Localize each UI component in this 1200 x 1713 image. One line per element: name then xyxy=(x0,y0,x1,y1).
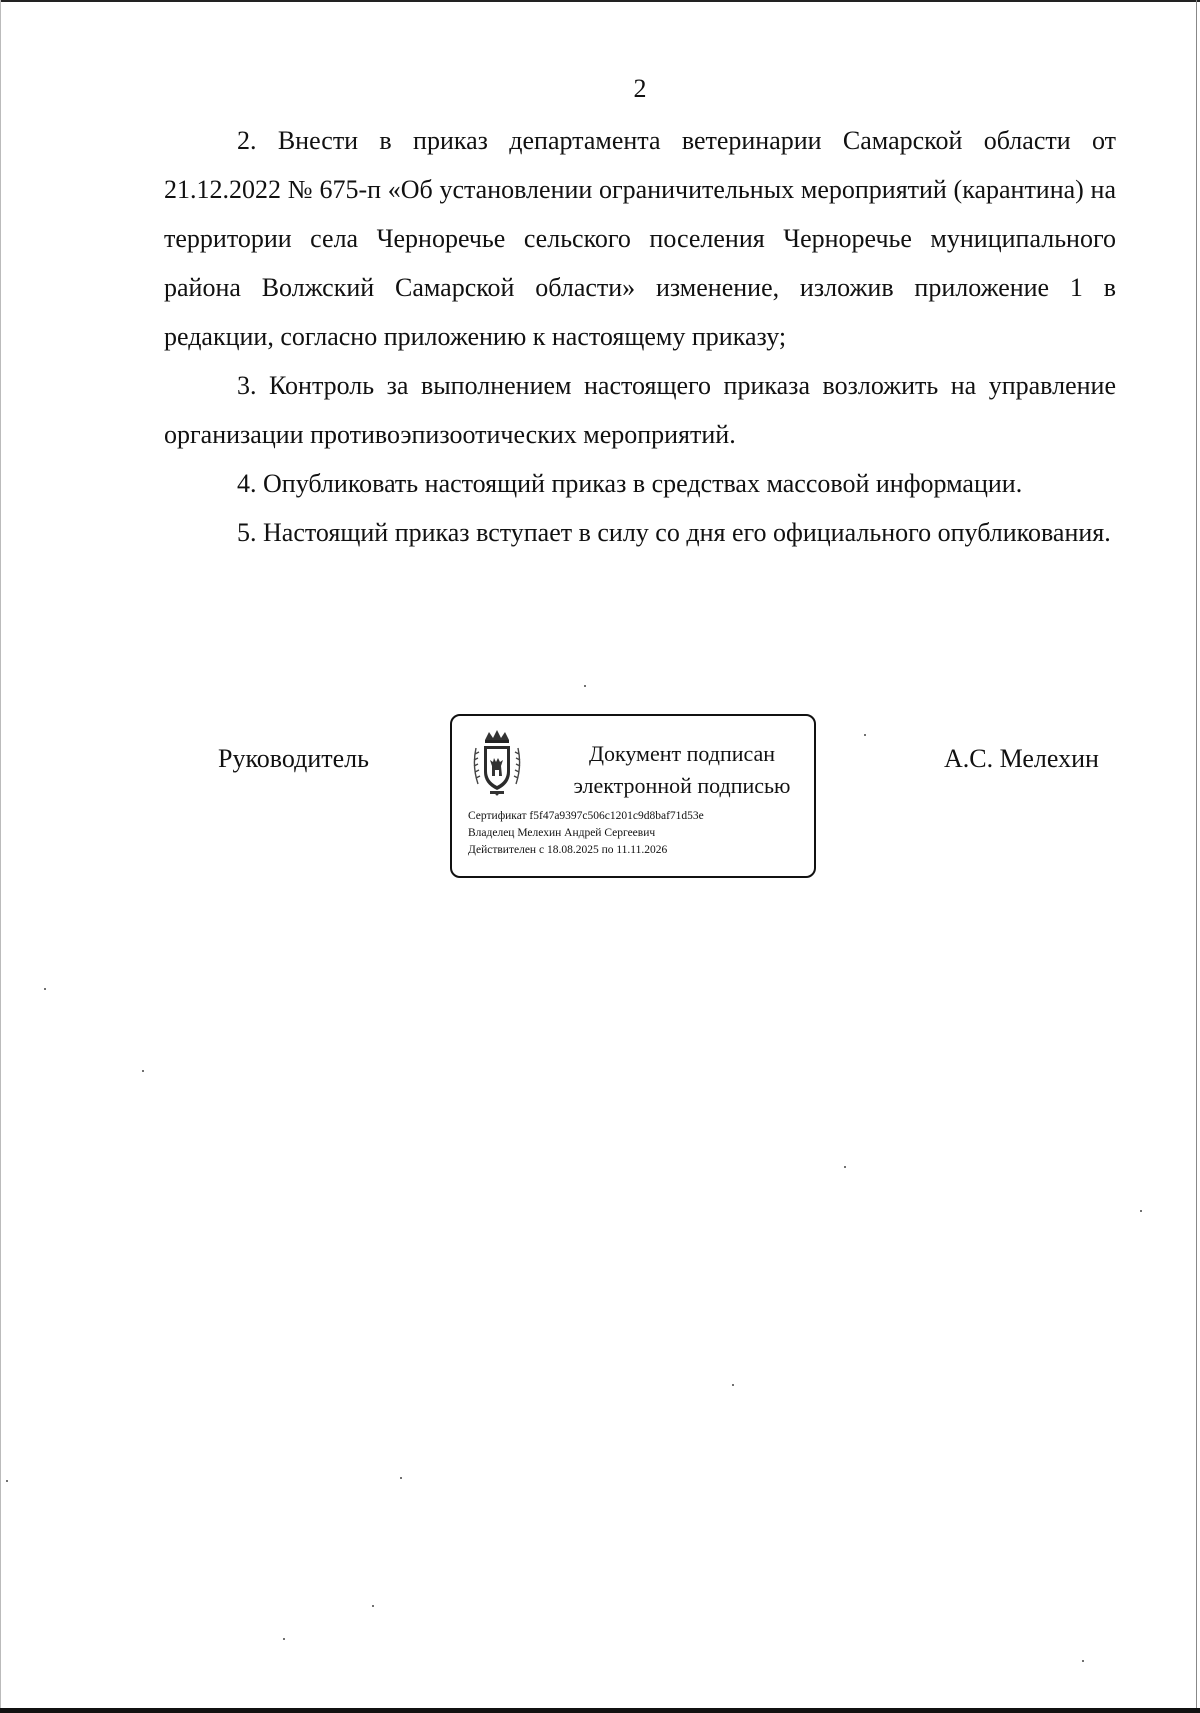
page-number: 2 xyxy=(633,74,647,103)
certificate-owner: Владелец Мелехин Андрей Сергеевич xyxy=(468,827,656,839)
page-top-edge xyxy=(0,0,1200,2)
stamp-details xyxy=(468,808,704,859)
certificate-text: Сертификат f5f47a9397c506c1201c9d8baf71d53e xyxy=(468,810,704,822)
document-body xyxy=(164,116,1116,557)
certificate-validity: Действителен с 18.08.2025 по 11.11.2026 xyxy=(468,844,668,856)
scan-speck xyxy=(372,1605,374,1607)
scan-speck xyxy=(1140,1210,1142,1212)
stamp-title-line1: Документ подписан xyxy=(588,741,776,766)
scan-speck xyxy=(732,1384,734,1386)
scan-speck xyxy=(6,1480,8,1482)
paragraph-item-5: 5. Настоящий приказ вступает в силу со дня его официального опубликования. xyxy=(237,518,1111,547)
coat-of-arms-icon xyxy=(470,728,524,796)
scan-speck xyxy=(400,1477,402,1479)
signature-block xyxy=(0,712,1200,882)
electronic-signature-stamp xyxy=(450,714,816,878)
scan-speck xyxy=(584,685,586,687)
scan-speck xyxy=(864,734,866,736)
page-bottom-edge xyxy=(0,1708,1200,1713)
paragraph-item-4: 4. Опубликовать настоящий приказ в средствах массовой информации. xyxy=(237,469,1023,498)
signatory-name: А.С. Мелехин xyxy=(944,744,1099,773)
scan-speck xyxy=(1082,1660,1084,1662)
paragraph-item-3: 3. Контроль за выполнением настоящего приказа возложить на управление организации противоэпизоотических мероприятий. xyxy=(164,371,1116,449)
scan-speck xyxy=(142,1070,144,1072)
signatory-position: Руководитель xyxy=(218,744,369,773)
scan-speck xyxy=(283,1638,285,1640)
paragraph-item-2: 2. Внести в приказ департамента ветеринарии Самарской области от 21.12.2022 № 675-п «Об установлении ограничительных мероприятий (карантина) на территории села Черноречье сельского поселения Черноречье муниципального района Волжский Самарской области» изменение, изложив приложение 1 в редакции, согласно приложению к настоящему приказу; xyxy=(164,126,1116,351)
stamp-title xyxy=(552,738,812,802)
stamp-title-line2: электронной подписью xyxy=(573,773,791,798)
scan-speck xyxy=(44,988,46,990)
scan-speck xyxy=(844,1166,846,1168)
